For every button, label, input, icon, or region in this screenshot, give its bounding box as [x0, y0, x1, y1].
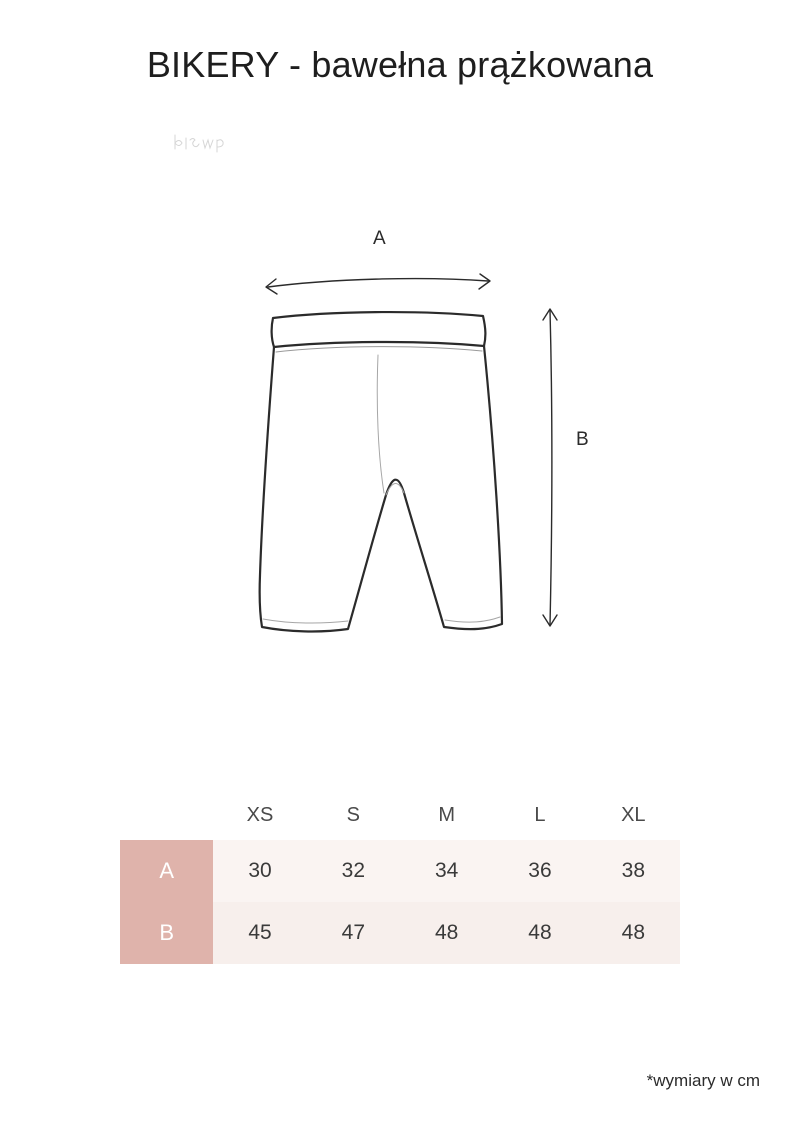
row-label-a: A: [120, 840, 213, 902]
page-title: BIKERY - bawełna prążkowana: [146, 44, 654, 85]
table-header-s: S: [346, 803, 360, 826]
shorts-sketch-icon: [240, 215, 620, 665]
table-row: [120, 902, 680, 964]
dimension-label-a: A: [373, 228, 386, 249]
cell-b-s: 47: [307, 902, 400, 964]
table-header-xl: XL: [621, 803, 646, 826]
row-label-b: B: [120, 902, 213, 964]
size-table: [120, 790, 680, 964]
cell-b-l: 48: [493, 902, 586, 964]
table-header-row: [120, 790, 680, 840]
table-header-xs: XS: [246, 803, 274, 826]
footnote: *wymiary w cm: [646, 1071, 760, 1090]
garment-diagram: [240, 215, 620, 665]
cell-b-xl: 48: [587, 902, 680, 964]
dimension-label-b: B: [576, 429, 589, 450]
cell-a-xs: 30: [213, 840, 306, 902]
cell-a-l: 36: [493, 840, 586, 902]
cell-b-m: 48: [400, 902, 493, 964]
table-corner-cell: [120, 790, 213, 840]
cell-a-s: 32: [307, 840, 400, 902]
cell-a-m: 34: [400, 840, 493, 902]
table-row: [120, 840, 680, 902]
cell-a-xl: 38: [587, 840, 680, 902]
table-header-l: L: [534, 803, 546, 826]
cell-b-xs: 45: [213, 902, 306, 964]
brand-scribble-icon: [172, 132, 232, 154]
table-header-m: M: [438, 803, 455, 826]
